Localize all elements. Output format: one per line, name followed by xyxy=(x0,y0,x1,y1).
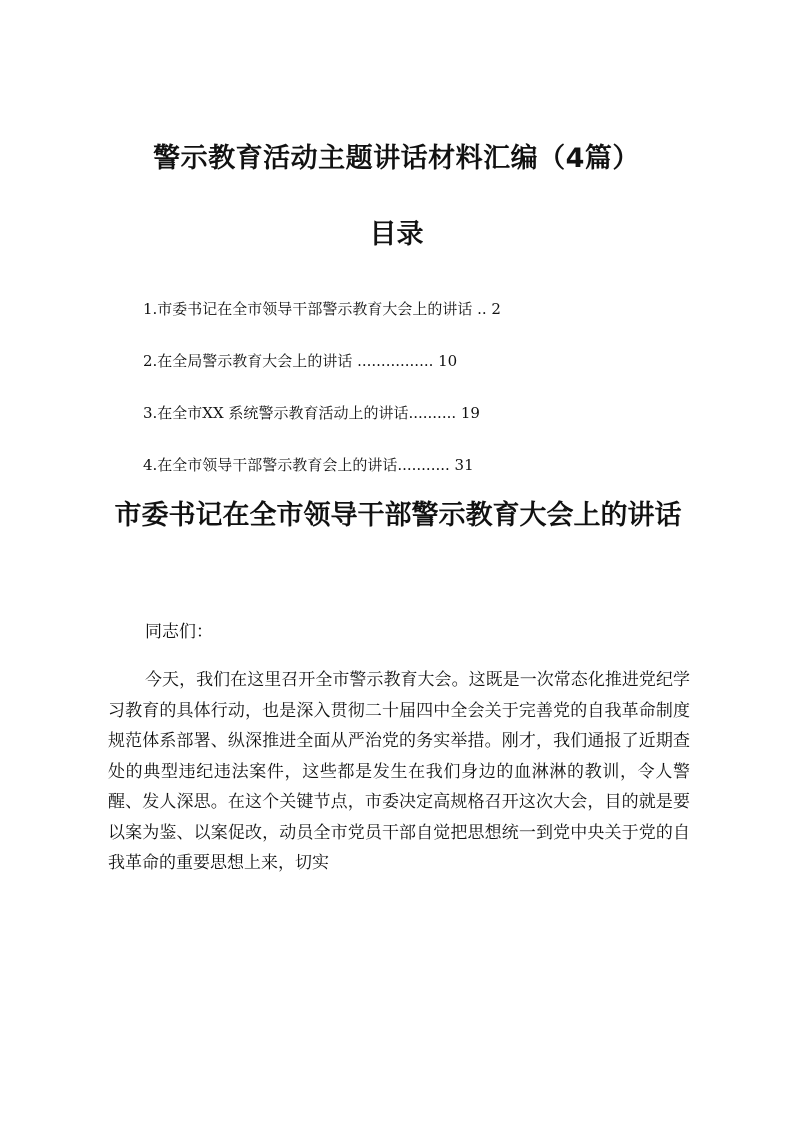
toc-item[interactable]: 4.在全市领导干部警示教育会上的讲话........... 31 xyxy=(143,456,474,474)
toc-heading: 目录 xyxy=(369,219,424,250)
toc-item[interactable]: 2.在全局警示教育大会上的讲话 ................ 10 xyxy=(143,352,458,370)
greeting: 同志们： xyxy=(145,622,213,642)
toc-item[interactable]: 1.市委书记在全市领导干部警示教育大会上的讲话 .. 2 xyxy=(143,300,501,318)
toc-item[interactable]: 3.在全市XX 系统警示教育活动上的讲话.......... 19 xyxy=(143,404,480,422)
table-of-contents xyxy=(143,296,613,504)
body-paragraph: 今天，我们在这里召开全市警示教育大会。这既是一次常态化推进党纪学习教育的具体行动，也是深入贯彻二十届四中全会关于完善党的自我革命制度规范体系部署、纵深推进全面从严治党的务实举措。刚才，我们通报了近期查处的典型违纪违法案件，这些都是发生在我们身边的血淋淋的教训，令人警醒、发人深思。在这个关键节点，市委决定高规格召开这次大会，目的就是要以案为鉴、以案促改，动员全市党员干部自觉把思想统一到党中央关于党的自我革命的重要思想上来，切实 xyxy=(108,670,690,873)
document-title: 警示教育活动主题讲话材料汇编（4篇） xyxy=(153,143,640,174)
section-title: 市委书记在全市领导干部警示教育大会上的讲话 xyxy=(114,500,682,531)
